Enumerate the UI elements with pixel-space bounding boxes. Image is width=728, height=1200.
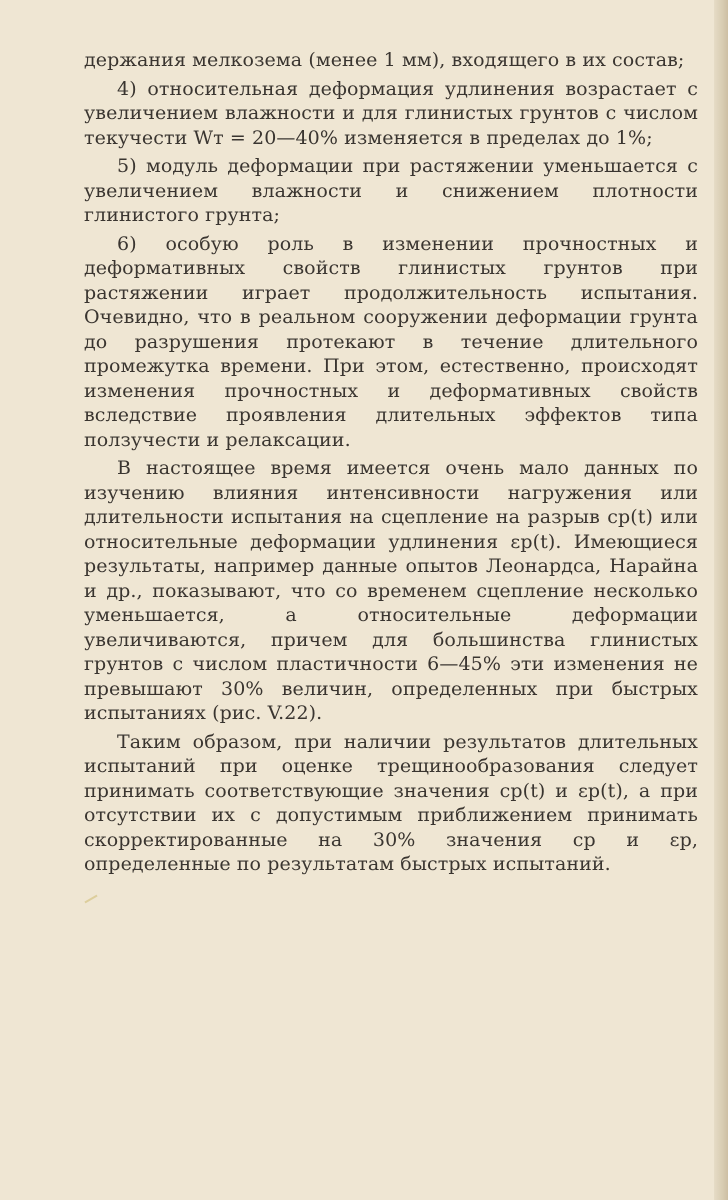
page-edge	[714, 0, 728, 1200]
body-text	[84, 48, 698, 881]
paragraph-item-6: 6) особую роль в изменении прочностных и деформативных свойств глинистых грунтов при растяжении играет продолжительность испытания. Очевидно, что в реальном сооружении деформации грунта до разрушения протекают в течение длительного промежутка времени. При этом, естественно, происходят изменения прочностных и деформативных свойств вследствие проявления длительных эффектов типа ползучести и релаксации.	[84, 232, 698, 451]
paper-smudge	[84, 895, 97, 904]
paragraph-item-5: 5) модуль деформации при растяжении уменьшается с увеличением влажности и снижением плотности глинистого грунта;	[84, 155, 698, 226]
paragraph-current-data: В настоящее время имеется очень мало данных по изучению влияния интенсивности нагружения или длительности испытания на сцепление на разрыв cр(t) или относительные деформации удлинения εр(t). Имеющиеся результаты, например данные опытов Леонардса, Нарайна и др., показывают, что со временем сцепление несколько уменьшается, а относительные деформации увеличиваются, причем для большинства глинистых грунтов с числом пластичности 6—45% эти изменения не превышают 30% величин, определенных при быстрых испытаниях (рис. V.22).	[84, 457, 698, 724]
paragraph-conclusion: Таким образом, при наличии результатов длительных испытаний при оценке трещинообразования следует принимать соответствующие значения cр(t) и εр(t), а при отсутствии их с допустимым приближением принимать скорректированные на 30% значения cр и εр, определенные по результатам быстрых испытаний.	[84, 730, 698, 875]
paragraph-continuation: держания мелкозема (менее 1 мм), входящего в их состав;	[84, 49, 685, 71]
paragraph-item-4: 4) относительная деформация удлинения возрастает с увеличением влажности и для глинистых грунтов с числом текучести Wт = 20—40% изменяется в пределах до 1%;	[84, 77, 698, 149]
